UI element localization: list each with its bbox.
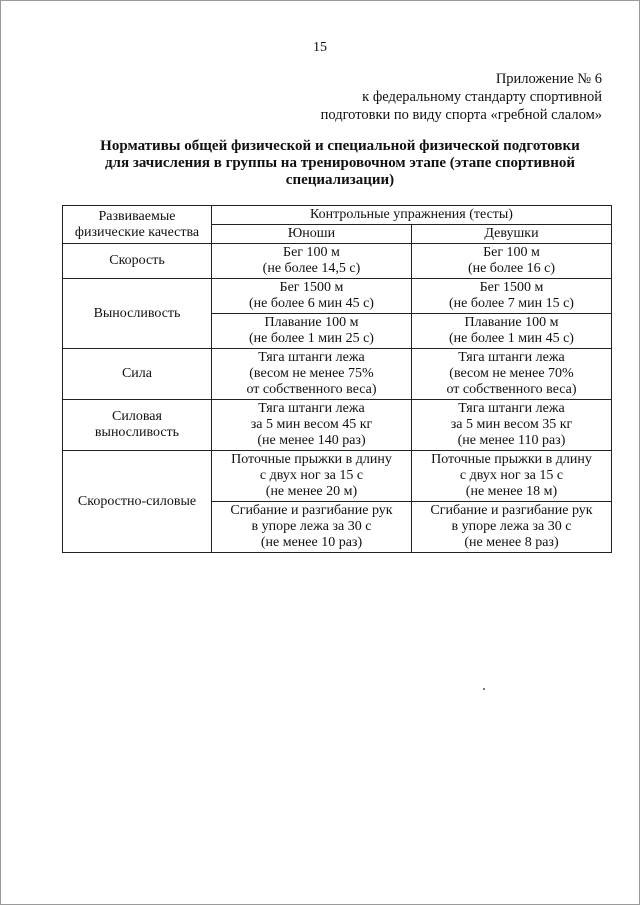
norm-line: (не более 6 мин 45 с) bbox=[249, 296, 374, 311]
norm-line: Сгибание и разгибание рук bbox=[430, 503, 593, 518]
norm-line: Поточные прыжки в длину bbox=[431, 452, 592, 467]
norm-line: (весом не менее 70% bbox=[449, 366, 574, 381]
norm-line: (не менее 18 м) bbox=[465, 484, 558, 499]
header-boys-cell: Юноши bbox=[211, 225, 411, 244]
header-tests-cell: Контрольные упражнения (тесты) bbox=[211, 206, 611, 225]
header-quality-cell bbox=[63, 206, 212, 244]
norm-line: Бег 1500 м bbox=[479, 280, 544, 295]
norm-line: в упоре лежа за 30 с bbox=[251, 519, 372, 534]
girls-norm-cell bbox=[411, 349, 611, 400]
annex-note bbox=[321, 70, 602, 124]
norm-line: с двух ног за 15 с bbox=[259, 468, 364, 483]
title-line: Нормативы общей физической и специальной физической подготовки bbox=[100, 138, 580, 154]
scan-speck bbox=[483, 688, 485, 690]
table-row bbox=[63, 349, 612, 400]
norm-line: (не более 7 мин 15 с) bbox=[449, 296, 574, 311]
norm-line: (весом не менее 75% bbox=[249, 366, 374, 381]
boys-norm-cell bbox=[211, 400, 411, 451]
quality-line: Скорость bbox=[109, 253, 165, 268]
header-row bbox=[63, 206, 612, 225]
norms-table bbox=[62, 205, 612, 553]
norm-line: (не более 14,5 с) bbox=[262, 261, 361, 276]
norm-line: в упоре лежа за 30 с bbox=[451, 519, 572, 534]
norm-line: (не менее 20 м) bbox=[265, 484, 358, 499]
girls-norm-cell bbox=[411, 400, 611, 451]
header-girls-cell: Девушки bbox=[411, 225, 611, 244]
header-quality-line: Развиваемые bbox=[98, 208, 176, 224]
table-row bbox=[63, 400, 612, 451]
norm-line: Тяга штанги лежа bbox=[258, 401, 365, 416]
girls-norm-cell bbox=[411, 244, 611, 279]
quality-cell bbox=[63, 279, 212, 349]
norm-line: (не менее 8 раз) bbox=[464, 535, 559, 550]
norm-line: Сгибание и разгибание рук bbox=[230, 503, 393, 518]
norm-line: за 5 мин весом 45 кг bbox=[250, 417, 373, 432]
table-row bbox=[63, 451, 612, 502]
norm-line: Тяга штанги лежа bbox=[258, 350, 365, 365]
quality-line: выносливость bbox=[94, 425, 180, 440]
norm-line: за 5 мин весом 35 кг bbox=[450, 417, 573, 432]
annex-line: Приложение № 6 bbox=[495, 71, 602, 87]
norm-line: от собственного веса) bbox=[446, 382, 577, 397]
norm-line: Тяга штанги лежа bbox=[458, 350, 565, 365]
norm-line: (не более 1 мин 45 с) bbox=[449, 331, 574, 346]
norm-line: от собственного веса) bbox=[246, 382, 377, 397]
header-quality-line: физические качества bbox=[74, 224, 200, 240]
boys-norm-cell bbox=[211, 279, 411, 314]
quality-line: Скоростно-силовые bbox=[77, 493, 197, 509]
norm-line: Бег 100 м bbox=[283, 245, 340, 260]
boys-norm-cell bbox=[211, 502, 411, 553]
quality-line: Силовая bbox=[112, 409, 162, 424]
boys-norm-cell bbox=[211, 314, 411, 349]
norm-line: Бег 100 м bbox=[483, 245, 540, 260]
title-line: для зачисления в группы на тренировочном этапе (этапе спортивной bbox=[104, 155, 576, 171]
page-number: 15 bbox=[313, 40, 327, 55]
annex-line: к федеральному стандарту спортивной bbox=[362, 89, 602, 105]
norm-line: с двух ног за 15 с bbox=[459, 468, 564, 483]
document-title bbox=[60, 138, 620, 189]
table-row bbox=[63, 279, 612, 314]
girls-norm-cell bbox=[411, 502, 611, 553]
boys-norm-cell bbox=[211, 349, 411, 400]
annex-line: подготовки по виду спорта «гребной слалом» bbox=[320, 107, 602, 123]
quality-line: Сила bbox=[121, 366, 152, 381]
norm-line: (не более 1 мин 25 с) bbox=[249, 331, 374, 346]
boys-norm-cell bbox=[211, 451, 411, 502]
title-line: специализации) bbox=[285, 172, 395, 188]
quality-cell bbox=[63, 349, 212, 400]
norm-line: (не менее 10 раз) bbox=[260, 535, 363, 550]
table-row bbox=[63, 244, 612, 279]
norm-line: Бег 1500 м bbox=[279, 280, 344, 295]
norm-line: Плавание 100 м bbox=[464, 315, 559, 330]
quality-cell bbox=[63, 400, 212, 451]
girls-norm-cell bbox=[411, 279, 611, 314]
quality-cell bbox=[63, 451, 212, 553]
norm-line: (не менее 110 раз) bbox=[457, 433, 566, 448]
quality-cell bbox=[63, 244, 212, 279]
girls-norm-cell bbox=[411, 451, 611, 502]
norm-line: Поточные прыжки в длину bbox=[231, 452, 392, 467]
girls-norm-cell bbox=[411, 314, 611, 349]
norm-line: (не более 16 с) bbox=[467, 261, 556, 276]
boys-norm-cell bbox=[211, 244, 411, 279]
norm-line: Тяга штанги лежа bbox=[458, 401, 565, 416]
norm-line: (не менее 140 раз) bbox=[257, 433, 366, 448]
quality-line: Выносливость bbox=[93, 305, 181, 321]
norm-line: Плавание 100 м bbox=[264, 315, 359, 330]
